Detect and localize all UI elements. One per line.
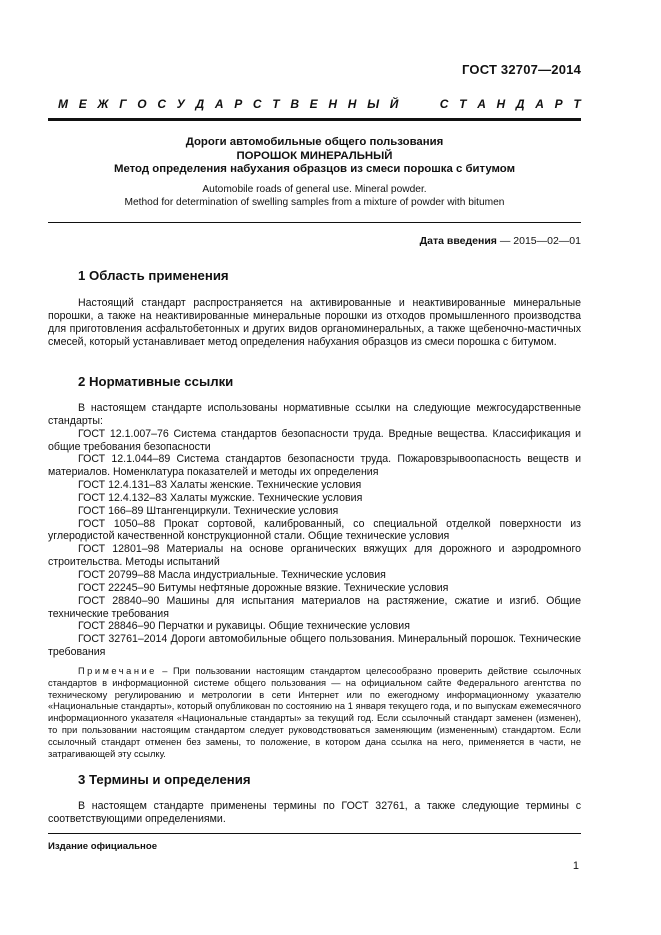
title-line-1: Дороги автомобильные общего пользования [185, 136, 444, 148]
footer-rule [48, 833, 581, 834]
english-title [48, 184, 581, 209]
banner-letter: Е [78, 97, 87, 111]
title-line-2: ПОРОШОК МИНЕРАЛЬНЫЙ [236, 149, 393, 162]
reference-item: ГОСТ 166–89 Штангенциркули. Технические условия [78, 504, 339, 517]
reference-item: ГОСТ 20799–88 Масла индустриальные. Технические условия [78, 568, 386, 581]
reference-item: ГОСТ 12.1.007–76 Система стандартов безопасности труда. Вредные вещества. Классификация и общие требования безопасности [48, 427, 581, 453]
banner-letter: А [477, 97, 486, 111]
banner-letter: М [58, 97, 68, 111]
banner-letter: Н [347, 97, 357, 111]
banner-letter: Д [515, 97, 525, 111]
note-label: Примечание [78, 666, 157, 676]
section-3-body [48, 800, 581, 826]
references-list [48, 428, 581, 659]
section-2-body [48, 402, 581, 659]
banner-letter: А [535, 97, 544, 111]
title-rule [48, 222, 581, 223]
reference-item: ГОСТ 12801–98 Материалы на основе органических вяжущих для дорожного и аэродромного строительства. Методы испытаний [48, 543, 581, 569]
banner-letter: Т [573, 97, 581, 111]
reference-item: ГОСТ 12.1.044–89 Система стандартов безопасности труда. Пожаровзрывоопасность веществ и материалов. Номенклатура показателей и методы их определения [48, 453, 581, 479]
page-number: 1 [572, 860, 579, 872]
note-paragraph [48, 666, 581, 760]
section-1-paragraph: Настоящий стандарт распространяется на активированные и неактивированные минеральные порошки, а также на неактивированные минеральные порошки из отходов промышленного производства для приготовления асфальтобетонных и других видов органоминеральных, а также щебеночно-мастичных смесей, который устанавливает метод определения набухания образцов из смеси порошка с битумом. [48, 297, 581, 348]
reference-item: ГОСТ 1050–88 Прокат сортовой, калиброванный, со специальной отделкой поверхности из углеродистой качественной конструкционной стали. Общие технические условия [48, 517, 581, 543]
edition-label: Издание официальное [48, 841, 158, 852]
reference-item: ГОСТ 32761–2014 Дороги автомобильные общего пользования. Минеральный порошок. Технические требования [48, 633, 581, 659]
section-3-paragraph: В настоящем стандарте применены термины по ГОСТ 32761, а также следующие термины с соответствующими определениями. [48, 800, 581, 825]
banner-letter: Ж [97, 97, 109, 111]
banner-letter: С [439, 97, 449, 111]
header-rule [48, 118, 581, 121]
note-block [48, 666, 581, 760]
reference-item: ГОСТ 28846–90 Перчатки и рукавицы. Общие технические условия [78, 620, 410, 633]
interstate-standard-banner [58, 97, 581, 111]
section-2-intro: В настоящем стандарте использованы нормативные ссылки на следующие межгосударственные стандарты: [48, 402, 581, 427]
banner-letter: В [290, 97, 299, 111]
intro-date-label: Дата введения [419, 235, 497, 247]
section-1-body [48, 297, 581, 348]
intro-date-value: — 2015—02—01 [496, 235, 581, 247]
intro-date [420, 235, 581, 247]
section-1-heading: 1 Область применения [78, 268, 229, 283]
banner-letter: Й [389, 97, 399, 111]
banner-letter: Р [234, 97, 243, 111]
english-title-line-1: Automobile roads of general use. Mineral powder. [202, 184, 427, 195]
banner-gap [409, 97, 429, 111]
section-3-heading: 3 Термины и определения [78, 772, 251, 787]
banner-letter: О [137, 97, 147, 111]
reference-item: ГОСТ 28840–90 Машины для испытания материалов на растяжение, сжатие и изгиб. Общие технические требования [48, 594, 581, 620]
banner-letter: А [214, 97, 224, 111]
banner-letter: Н [328, 97, 338, 111]
title-line-3: Метод определения набухания образцов из смеси порошка с битумом [113, 163, 516, 175]
banner-letter: С [157, 97, 166, 111]
banner-letter: Н [496, 97, 506, 111]
banner-letter: У [176, 97, 185, 111]
banner-letter: С [252, 97, 262, 111]
reference-item: ГОСТ 22245–90 Битумы нефтяные дорожные вязкие. Технические условия [78, 581, 449, 594]
banner-letter: Ы [367, 97, 380, 111]
banner-letter: Т [459, 97, 467, 111]
banner-letter: Е [309, 97, 318, 111]
banner-letter: Т [272, 97, 280, 111]
reference-item: ГОСТ 12.4.131–83 Халаты женские. Технические условия [78, 479, 362, 492]
banner-letter: Г [119, 97, 127, 111]
reference-item: ГОСТ 12.4.132–83 Халаты мужские. Технические условия [78, 491, 363, 504]
section-2-heading: 2 Нормативные ссылки [78, 374, 234, 389]
document-title [48, 136, 581, 177]
banner-letter: Р [554, 97, 563, 111]
standard-id: ГОСТ 32707—2014 [462, 62, 581, 77]
banner-letter: Д [195, 97, 205, 111]
note-text: – При пользовании настоящим стандартом целесообразно проверить действие ссылочных стандартов в информационной системе общего пользования — на официальном сайте Федерального агентства по техническому регулированию и метрологии в сети Интернет или по ежегодному информационному указателю «Национальные стандарты», который опубликован по состоянию на 1 января текущего года, и по выпускам ежемесячного информационного указателя «Национальные стандарты» за текущий год. Если ссылочный стандарт заменен (изменен), то при пользовании настоящим стандартом следует руководствоваться заменяющим (измененным) стандартом. Если ссылочный стандарт отменен без замены, то положение, в котором дана ссылка на него, применяется в части, не затрагивающей эту ссылку. [48, 666, 581, 759]
english-title-line-2: Method for determination of swelling samples from a mixture of powder with bitumen [124, 196, 505, 208]
